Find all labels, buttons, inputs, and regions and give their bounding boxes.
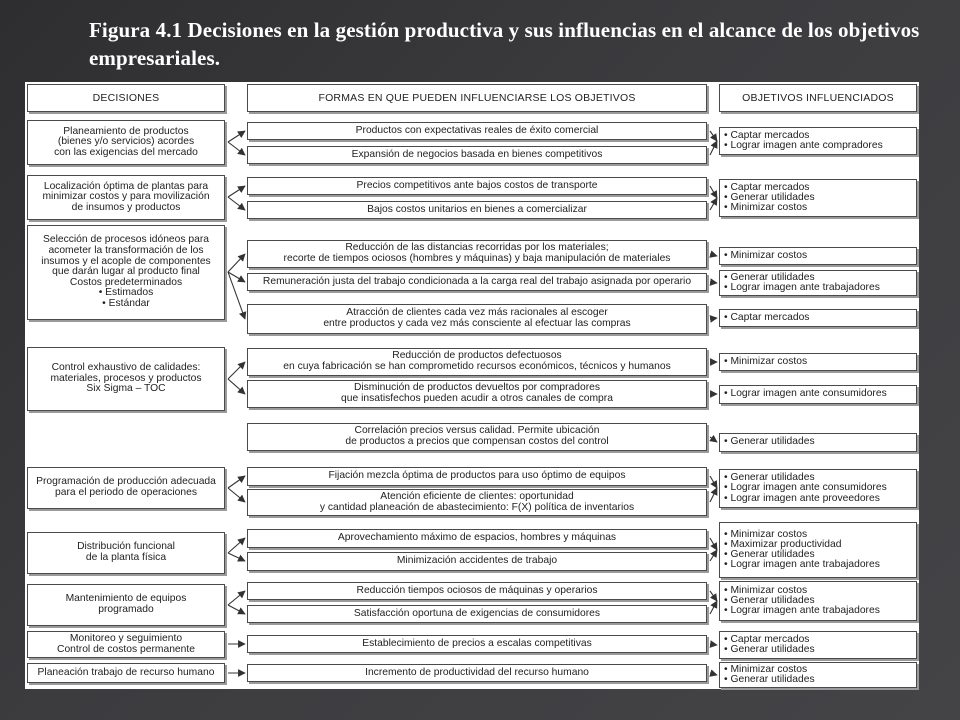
form-item: Reducción de productos defectuosos en cuya fabricación se han comprometido recursos económicos, técnicos y humanos <box>247 348 707 376</box>
figure-diagram <box>25 82 919 689</box>
objective-item: • Captar mercados • Generar utilidades • Minimizar costos <box>719 179 917 217</box>
objective-item: • Captar mercados • Lograr imagen ante compradores <box>719 127 917 155</box>
connector-arrow <box>710 141 717 155</box>
connector-arrow <box>228 142 245 155</box>
decision-production-scheduling: Programación de producción adecuada para el periodo de operaciones <box>27 467 225 509</box>
objective-item: • Captar mercados <box>719 309 917 327</box>
objective-item: • Minimizar costos <box>719 353 917 371</box>
connector-arrow <box>228 538 245 553</box>
decision-maintenance: Mantenimiento de equipos programado <box>27 584 225 626</box>
header-decisions: DECISIONES <box>27 84 225 112</box>
form-item: Establecimiento de precios a escalas competitivas <box>247 635 707 653</box>
objective-item: • Generar utilidades • Lograr imagen ante trabajadores <box>719 270 917 296</box>
connector-arrow <box>228 476 245 488</box>
header-objectives: OBJETIVOS INFLUENCIADOS <box>719 84 917 112</box>
connector-arrow <box>710 538 717 550</box>
objective-item: • Minimizar costos <box>719 247 917 265</box>
objective-item: • Captar mercados • Generar utilidades <box>719 631 917 659</box>
connector-arrow <box>228 591 245 605</box>
form-item: Reducción de las distancias recorridas por los materiales; recorte de tiempos ociosos (hombres y máquinas) y baja manipulación de materiales <box>247 240 707 268</box>
connector-arrow <box>710 673 717 675</box>
objective-item: • Minimizar costos • Maximizar productividad • Generar utilidades • Lograr imagen ante trabajadores <box>719 522 917 578</box>
objective-item: • Minimizar costos • Generar utilidades • Lograr imagen ante trabajadores <box>719 581 917 621</box>
form-item: Productos con expectativas reales de éxito comercial <box>247 122 707 140</box>
form-item: Reducción tiempos ociosos de máquinas y operarios <box>247 582 707 600</box>
objective-item: • Generar utilidades <box>719 433 917 452</box>
form-item: Atención eficiente de clientes: oportunidad y cantidad planeación de abastecimiento: F(X) política de inventarios <box>247 489 707 516</box>
connector-arrow <box>710 550 717 561</box>
decision-product-planning: Planeamiento de productos (bienes y/o servicios) acordes con las exigencias del mercado <box>27 120 225 165</box>
form-item: Precios competitivos ante bajos costos de transporte <box>247 177 707 195</box>
connector-arrow <box>710 198 717 210</box>
slide-title: Figura 4.1 Decisiones en la gestión productiva y sus influencias en el alcance de los objetivos empresariales. <box>89 18 920 70</box>
connector-arrow <box>228 186 245 197</box>
objective-item: • Generar utilidades • Lograr imagen ante consumidores • Lograr imagen ante proveedores <box>719 469 917 508</box>
decision-process-selection: Selección de procesos idóneos para acometer la transformación de los insumos y el acople de componentes que darán lugar al producto final Costos predeterminados • Estimados • Estándar <box>27 225 225 320</box>
connector-arrow <box>228 272 245 282</box>
connector-arrow <box>228 553 245 561</box>
connector-arrow <box>710 601 717 614</box>
connector-arrow <box>710 644 717 645</box>
form-item: Disminución de productos devueltos por compradores que insatisfechos pueden acudir a otros canales de compra <box>247 380 707 408</box>
decision-hr-planning: Planeación trabajo de recurso humano <box>27 663 225 683</box>
connector-arrow <box>228 379 245 394</box>
connector-arrow <box>228 605 245 614</box>
decision-plant-layout: Distribución funcional de la planta física <box>27 532 225 574</box>
connector-arrow <box>228 272 245 319</box>
form-item: Expansión de negocios basada en bienes competitivos <box>247 146 707 164</box>
connector-arrow <box>228 254 245 272</box>
objective-item: • Lograr imagen ante consumidores <box>719 385 917 404</box>
form-item: Remuneración justa del trabajo condicionada a la carga real del trabajo asignada por operario <box>247 273 707 291</box>
form-item: Atracción de clientes cada vez más racionales al escoger entre productos y cada vez más consciente al efectuar las compras <box>247 304 707 334</box>
connector-arrow <box>710 186 717 198</box>
form-item: Bajos costos unitarios en bienes a comercializar <box>247 201 707 219</box>
form-item: Correlación precios versus calidad. Permite ubicación de productos a precios que compensan costos del control <box>247 423 707 451</box>
connector-arrow <box>710 254 717 256</box>
form-item: Satisfacción oportuna de exigencias de consumidores <box>247 605 707 623</box>
decision-quality-control: Control exhaustivo de calidades: materiales, procesos y productos Six Sigma – TOC <box>27 347 225 411</box>
connector-arrow <box>228 362 245 379</box>
form-item: Aprovechamiento máximo de espacios, hombres y máquinas <box>247 529 707 548</box>
decision-plant-location: Localización óptima de plantas para minimizar costos y para movilización de insumos y productos <box>27 175 225 220</box>
form-item: Minimización accidentes de trabajo <box>247 552 707 571</box>
connector-arrow <box>710 476 717 488</box>
connector-arrow <box>710 131 717 141</box>
connector-arrow <box>710 437 717 442</box>
form-item: Incremento de productividad del recurso humano <box>247 664 707 682</box>
decision-cost-monitoring: Monitoreo y seguimiento Control de costos permanente <box>27 631 225 658</box>
form-item: Fijación mezcla óptima de productos para uso óptimo de equipos <box>247 467 707 486</box>
objective-item: • Minimizar costos • Generar utilidades <box>719 662 917 688</box>
header-forms: FORMAS EN QUE PUEDEN INFLUENCIARSE LOS OBJETIVOS <box>247 84 707 112</box>
connector-arrow <box>710 488 717 502</box>
connector-arrow <box>228 131 245 142</box>
connector-arrow <box>710 318 717 319</box>
connector-arrow <box>228 197 245 210</box>
connector-arrow <box>710 591 717 601</box>
connector-arrow <box>228 488 245 502</box>
connector-arrow <box>710 282 717 283</box>
